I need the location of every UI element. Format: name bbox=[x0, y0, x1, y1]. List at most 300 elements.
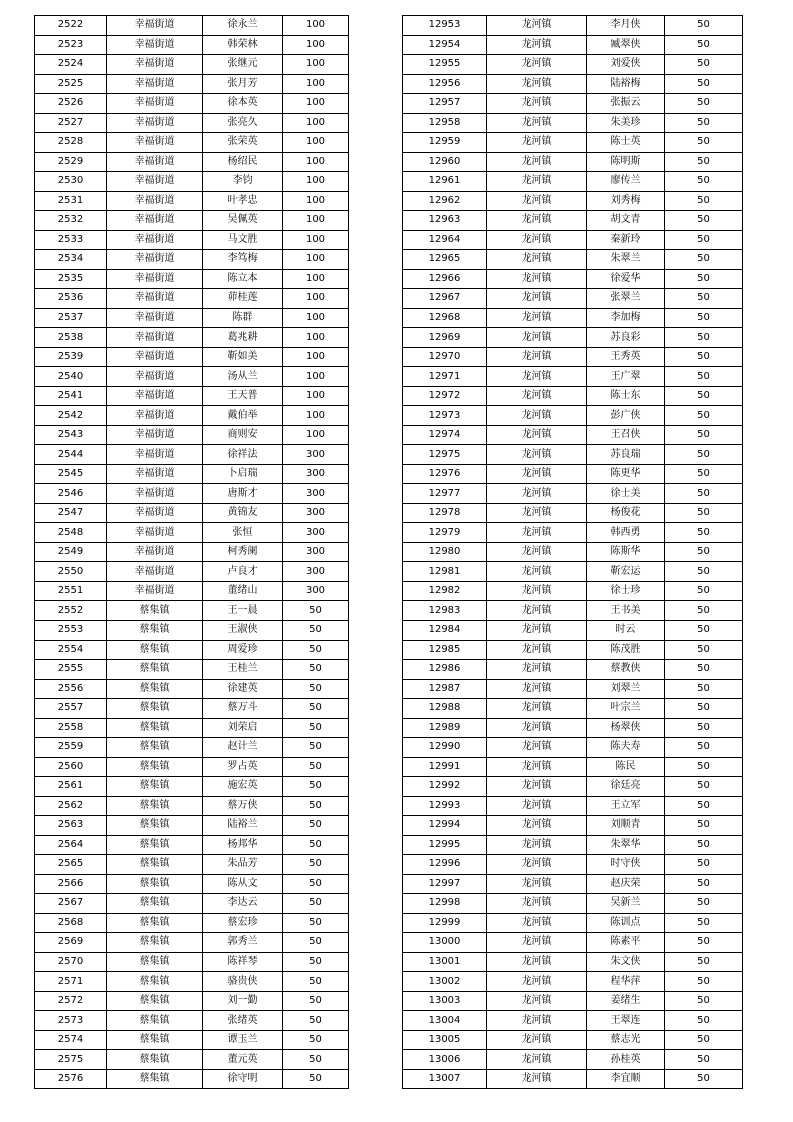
town-cell: 龙河镇 bbox=[487, 289, 587, 309]
town-cell: 幸福街道 bbox=[107, 152, 203, 172]
serial-number-cell: 12974 bbox=[403, 425, 487, 445]
name-cell: 张恒 bbox=[203, 523, 283, 543]
table-row bbox=[403, 406, 743, 426]
name-cell: 陈夫寿 bbox=[587, 738, 665, 758]
town-cell: 幸福街道 bbox=[107, 425, 203, 445]
name-cell: 施宏英 bbox=[203, 777, 283, 797]
amount-cell: 50 bbox=[665, 991, 743, 1011]
serial-number-cell: 2557 bbox=[35, 699, 107, 719]
table-row bbox=[403, 503, 743, 523]
table-row bbox=[403, 796, 743, 816]
amount-cell: 50 bbox=[283, 640, 349, 660]
town-cell: 龙河镇 bbox=[487, 484, 587, 504]
serial-number-cell: 12998 bbox=[403, 894, 487, 914]
serial-number-cell: 12969 bbox=[403, 328, 487, 348]
serial-number-cell: 2567 bbox=[35, 894, 107, 914]
name-cell: 李笃梅 bbox=[203, 250, 283, 270]
table-row bbox=[35, 503, 349, 523]
town-cell: 蔡集镇 bbox=[107, 757, 203, 777]
table-row bbox=[35, 230, 349, 250]
serial-number-cell: 2523 bbox=[35, 35, 107, 55]
table-row bbox=[35, 1011, 349, 1031]
serial-number-cell: 13006 bbox=[403, 1050, 487, 1070]
town-cell: 蔡集镇 bbox=[107, 777, 203, 797]
town-cell: 蔡集镇 bbox=[107, 991, 203, 1011]
amount-cell: 50 bbox=[283, 699, 349, 719]
table-row bbox=[35, 972, 349, 992]
amount-cell: 50 bbox=[665, 699, 743, 719]
name-cell: 李加梅 bbox=[587, 308, 665, 328]
right-table bbox=[402, 15, 743, 1089]
name-cell: 王一晨 bbox=[203, 601, 283, 621]
name-cell: 杨绍民 bbox=[203, 152, 283, 172]
amount-cell: 100 bbox=[283, 152, 349, 172]
town-cell: 龙河镇 bbox=[487, 991, 587, 1011]
town-cell: 龙河镇 bbox=[487, 55, 587, 75]
town-cell: 幸福街道 bbox=[107, 35, 203, 55]
name-cell: 蔡宏珍 bbox=[203, 913, 283, 933]
town-cell: 幸福街道 bbox=[107, 484, 203, 504]
amount-cell: 100 bbox=[283, 308, 349, 328]
amount-cell: 50 bbox=[665, 250, 743, 270]
town-cell: 蔡集镇 bbox=[107, 601, 203, 621]
amount-cell: 50 bbox=[665, 386, 743, 406]
town-cell: 蔡集镇 bbox=[107, 952, 203, 972]
table-row bbox=[403, 894, 743, 914]
name-cell: 谭玉兰 bbox=[203, 1030, 283, 1050]
amount-cell: 50 bbox=[665, 328, 743, 348]
serial-number-cell: 2553 bbox=[35, 620, 107, 640]
serial-number-cell: 2544 bbox=[35, 445, 107, 465]
town-cell: 幸福街道 bbox=[107, 503, 203, 523]
town-cell: 蔡集镇 bbox=[107, 1030, 203, 1050]
name-cell: 叶孝忠 bbox=[203, 191, 283, 211]
amount-cell: 50 bbox=[283, 816, 349, 836]
town-cell: 龙河镇 bbox=[487, 191, 587, 211]
name-cell: 马文胜 bbox=[203, 230, 283, 250]
town-cell: 龙河镇 bbox=[487, 738, 587, 758]
name-cell: 陈士东 bbox=[587, 386, 665, 406]
name-cell: 蔡万侠 bbox=[203, 796, 283, 816]
amount-cell: 50 bbox=[283, 718, 349, 738]
serial-number-cell: 2575 bbox=[35, 1050, 107, 1070]
name-cell: 张月芳 bbox=[203, 74, 283, 94]
serial-number-cell: 12968 bbox=[403, 308, 487, 328]
serial-number-cell: 2543 bbox=[35, 425, 107, 445]
name-cell: 陈训点 bbox=[587, 913, 665, 933]
serial-number-cell: 2561 bbox=[35, 777, 107, 797]
serial-number-cell: 2522 bbox=[35, 16, 107, 36]
table-row bbox=[35, 660, 349, 680]
amount-cell: 50 bbox=[665, 542, 743, 562]
town-cell: 幸福街道 bbox=[107, 523, 203, 543]
town-cell: 龙河镇 bbox=[487, 347, 587, 367]
amount-cell: 50 bbox=[283, 660, 349, 680]
serial-number-cell: 12966 bbox=[403, 269, 487, 289]
table-row bbox=[403, 913, 743, 933]
name-cell: 朱翠华 bbox=[587, 835, 665, 855]
name-cell: 卢良才 bbox=[203, 562, 283, 582]
serial-number-cell: 2573 bbox=[35, 1011, 107, 1031]
name-cell: 骆贵侠 bbox=[203, 972, 283, 992]
amount-cell: 50 bbox=[665, 874, 743, 894]
serial-number-cell: 12964 bbox=[403, 230, 487, 250]
table-row bbox=[403, 777, 743, 797]
table-row bbox=[403, 952, 743, 972]
table-row bbox=[403, 425, 743, 445]
table-row bbox=[35, 16, 349, 36]
name-cell: 靳如美 bbox=[203, 347, 283, 367]
serial-number-cell: 12961 bbox=[403, 172, 487, 192]
serial-number-cell: 12992 bbox=[403, 777, 487, 797]
amount-cell: 300 bbox=[283, 445, 349, 465]
town-cell: 龙河镇 bbox=[487, 933, 587, 953]
serial-number-cell: 13000 bbox=[403, 933, 487, 953]
amount-cell: 50 bbox=[665, 718, 743, 738]
serial-number-cell: 12970 bbox=[403, 347, 487, 367]
name-cell: 朱美珍 bbox=[587, 113, 665, 133]
amount-cell: 50 bbox=[665, 406, 743, 426]
town-cell: 龙河镇 bbox=[487, 757, 587, 777]
town-cell: 幸福街道 bbox=[107, 464, 203, 484]
table-row bbox=[35, 523, 349, 543]
name-cell: 韩荣林 bbox=[203, 35, 283, 55]
table-row bbox=[403, 55, 743, 75]
table-row bbox=[403, 211, 743, 231]
amount-cell: 100 bbox=[283, 406, 349, 426]
serial-number-cell: 12973 bbox=[403, 406, 487, 426]
town-cell: 龙河镇 bbox=[487, 816, 587, 836]
serial-number-cell: 2549 bbox=[35, 542, 107, 562]
table-row bbox=[403, 269, 743, 289]
name-cell: 陈素平 bbox=[587, 933, 665, 953]
name-cell: 刘翠兰 bbox=[587, 679, 665, 699]
name-cell: 王广翠 bbox=[587, 367, 665, 387]
town-cell: 幸福街道 bbox=[107, 94, 203, 114]
town-cell: 龙河镇 bbox=[487, 972, 587, 992]
name-cell: 商则安 bbox=[203, 425, 283, 445]
name-cell: 罗占英 bbox=[203, 757, 283, 777]
table-row bbox=[35, 1069, 349, 1089]
table-row bbox=[403, 718, 743, 738]
amount-cell: 50 bbox=[665, 211, 743, 231]
name-cell: 时云 bbox=[587, 620, 665, 640]
amount-cell: 50 bbox=[665, 230, 743, 250]
table-row bbox=[35, 191, 349, 211]
table-row bbox=[403, 191, 743, 211]
table-row bbox=[35, 874, 349, 894]
amount-cell: 50 bbox=[665, 289, 743, 309]
town-cell: 龙河镇 bbox=[487, 74, 587, 94]
town-cell: 蔡集镇 bbox=[107, 1011, 203, 1031]
town-cell: 龙河镇 bbox=[487, 777, 587, 797]
town-cell: 龙河镇 bbox=[487, 211, 587, 231]
town-cell: 幸福街道 bbox=[107, 581, 203, 601]
amount-cell: 50 bbox=[283, 1011, 349, 1031]
table-row bbox=[403, 542, 743, 562]
serial-number-cell: 2534 bbox=[35, 250, 107, 270]
town-cell: 龙河镇 bbox=[487, 855, 587, 875]
amount-cell: 50 bbox=[665, 55, 743, 75]
serial-number-cell: 2532 bbox=[35, 211, 107, 231]
name-cell: 王书美 bbox=[587, 601, 665, 621]
name-cell: 徐士美 bbox=[587, 484, 665, 504]
serial-number-cell: 12982 bbox=[403, 581, 487, 601]
name-cell: 陈斯华 bbox=[587, 542, 665, 562]
town-cell: 蔡集镇 bbox=[107, 1050, 203, 1070]
amount-cell: 100 bbox=[283, 367, 349, 387]
table-row bbox=[35, 991, 349, 1011]
name-cell: 徐祥法 bbox=[203, 445, 283, 465]
amount-cell: 50 bbox=[665, 425, 743, 445]
amount-cell: 50 bbox=[665, 562, 743, 582]
table-row bbox=[35, 952, 349, 972]
town-cell: 幸福街道 bbox=[107, 308, 203, 328]
serial-number-cell: 12972 bbox=[403, 386, 487, 406]
amount-cell: 50 bbox=[665, 269, 743, 289]
amount-cell: 100 bbox=[283, 386, 349, 406]
serial-number-cell: 2576 bbox=[35, 1069, 107, 1089]
serial-number-cell: 13001 bbox=[403, 952, 487, 972]
serial-number-cell: 12959 bbox=[403, 133, 487, 153]
amount-cell: 50 bbox=[665, 1069, 743, 1089]
serial-number-cell: 12983 bbox=[403, 601, 487, 621]
serial-number-cell: 2555 bbox=[35, 660, 107, 680]
amount-cell: 50 bbox=[283, 796, 349, 816]
table-row bbox=[403, 855, 743, 875]
serial-number-cell: 13005 bbox=[403, 1030, 487, 1050]
amount-cell: 300 bbox=[283, 503, 349, 523]
name-cell: 陈士英 bbox=[587, 133, 665, 153]
name-cell: 秦新玲 bbox=[587, 230, 665, 250]
table-row bbox=[403, 933, 743, 953]
town-cell: 幸福街道 bbox=[107, 269, 203, 289]
town-cell: 龙河镇 bbox=[487, 835, 587, 855]
name-cell: 柯秀阑 bbox=[203, 542, 283, 562]
town-cell: 幸福街道 bbox=[107, 328, 203, 348]
serial-number-cell: 2529 bbox=[35, 152, 107, 172]
amount-cell: 300 bbox=[283, 542, 349, 562]
amount-cell: 100 bbox=[283, 328, 349, 348]
table-row bbox=[403, 328, 743, 348]
amount-cell: 50 bbox=[665, 777, 743, 797]
town-cell: 龙河镇 bbox=[487, 562, 587, 582]
amount-cell: 100 bbox=[283, 250, 349, 270]
serial-number-cell: 12976 bbox=[403, 464, 487, 484]
table-row bbox=[403, 660, 743, 680]
town-cell: 蔡集镇 bbox=[107, 738, 203, 758]
left-table bbox=[34, 15, 349, 1089]
name-cell: 臧翠侠 bbox=[587, 35, 665, 55]
town-cell: 幸福街道 bbox=[107, 55, 203, 75]
amount-cell: 50 bbox=[665, 640, 743, 660]
serial-number-cell: 2541 bbox=[35, 386, 107, 406]
serial-number-cell: 12977 bbox=[403, 484, 487, 504]
name-cell: 朱品芳 bbox=[203, 855, 283, 875]
name-cell: 陈民 bbox=[587, 757, 665, 777]
table-row bbox=[35, 1050, 349, 1070]
amount-cell: 50 bbox=[665, 1011, 743, 1031]
serial-number-cell: 12960 bbox=[403, 152, 487, 172]
serial-number-cell: 12986 bbox=[403, 660, 487, 680]
table-row bbox=[403, 679, 743, 699]
town-cell: 龙河镇 bbox=[487, 699, 587, 719]
name-cell: 苏良彩 bbox=[587, 328, 665, 348]
table-row bbox=[403, 133, 743, 153]
serial-number-cell: 2563 bbox=[35, 816, 107, 836]
serial-number-cell: 12955 bbox=[403, 55, 487, 75]
town-cell: 幸福街道 bbox=[107, 16, 203, 36]
amount-cell: 50 bbox=[665, 660, 743, 680]
amount-cell: 100 bbox=[283, 74, 349, 94]
serial-number-cell: 13004 bbox=[403, 1011, 487, 1031]
name-cell: 廖传兰 bbox=[587, 172, 665, 192]
town-cell: 龙河镇 bbox=[487, 1050, 587, 1070]
name-cell: 李钧 bbox=[203, 172, 283, 192]
table-row bbox=[35, 484, 349, 504]
town-cell: 龙河镇 bbox=[487, 250, 587, 270]
name-cell: 周爱珍 bbox=[203, 640, 283, 660]
town-cell: 龙河镇 bbox=[487, 1069, 587, 1089]
town-cell: 蔡集镇 bbox=[107, 816, 203, 836]
amount-cell: 100 bbox=[283, 347, 349, 367]
table-row bbox=[35, 308, 349, 328]
town-cell: 幸福街道 bbox=[107, 289, 203, 309]
serial-number-cell: 2559 bbox=[35, 738, 107, 758]
name-cell: 王淑侠 bbox=[203, 620, 283, 640]
table-row bbox=[403, 152, 743, 172]
amount-cell: 100 bbox=[283, 269, 349, 289]
town-cell: 蔡集镇 bbox=[107, 796, 203, 816]
amount-cell: 100 bbox=[283, 191, 349, 211]
table-row bbox=[403, 35, 743, 55]
serial-number-cell: 12997 bbox=[403, 874, 487, 894]
name-cell: 杨翠侠 bbox=[587, 718, 665, 738]
amount-cell: 50 bbox=[665, 74, 743, 94]
serial-number-cell: 12958 bbox=[403, 113, 487, 133]
serial-number-cell: 12994 bbox=[403, 816, 487, 836]
serial-number-cell: 12993 bbox=[403, 796, 487, 816]
serial-number-cell: 13002 bbox=[403, 972, 487, 992]
amount-cell: 300 bbox=[283, 484, 349, 504]
town-cell: 蔡集镇 bbox=[107, 699, 203, 719]
serial-number-cell: 12962 bbox=[403, 191, 487, 211]
town-cell: 龙河镇 bbox=[487, 679, 587, 699]
serial-number-cell: 12987 bbox=[403, 679, 487, 699]
name-cell: 徐永兰 bbox=[203, 16, 283, 36]
serial-number-cell: 2547 bbox=[35, 503, 107, 523]
serial-number-cell: 2537 bbox=[35, 308, 107, 328]
table-row bbox=[403, 1050, 743, 1070]
name-cell: 戴伯举 bbox=[203, 406, 283, 426]
name-cell: 徐守明 bbox=[203, 1069, 283, 1089]
town-cell: 龙河镇 bbox=[487, 35, 587, 55]
serial-number-cell: 2536 bbox=[35, 289, 107, 309]
serial-number-cell: 12965 bbox=[403, 250, 487, 270]
amount-cell: 300 bbox=[283, 562, 349, 582]
serial-number-cell: 12980 bbox=[403, 542, 487, 562]
town-cell: 幸福街道 bbox=[107, 367, 203, 387]
name-cell: 王召侠 bbox=[587, 425, 665, 445]
amount-cell: 50 bbox=[665, 679, 743, 699]
right-table-body bbox=[403, 16, 743, 1089]
serial-number-cell: 2542 bbox=[35, 406, 107, 426]
town-cell: 蔡集镇 bbox=[107, 1069, 203, 1089]
name-cell: 王桂兰 bbox=[203, 660, 283, 680]
table-row bbox=[35, 620, 349, 640]
town-cell: 蔡集镇 bbox=[107, 913, 203, 933]
amount-cell: 100 bbox=[283, 425, 349, 445]
table-row bbox=[35, 640, 349, 660]
name-cell: 张绪英 bbox=[203, 1011, 283, 1031]
table-row bbox=[403, 464, 743, 484]
amount-cell: 100 bbox=[283, 35, 349, 55]
table-row bbox=[403, 484, 743, 504]
amount-cell: 100 bbox=[283, 16, 349, 36]
table-row bbox=[403, 230, 743, 250]
town-cell: 幸福街道 bbox=[107, 133, 203, 153]
town-cell: 龙河镇 bbox=[487, 308, 587, 328]
amount-cell: 50 bbox=[665, 172, 743, 192]
name-cell: 陆裕梅 bbox=[587, 74, 665, 94]
name-cell: 郭秀兰 bbox=[203, 933, 283, 953]
amount-cell: 50 bbox=[283, 894, 349, 914]
serial-number-cell: 2554 bbox=[35, 640, 107, 660]
table-row bbox=[403, 16, 743, 36]
amount-cell: 50 bbox=[665, 308, 743, 328]
town-cell: 幸福街道 bbox=[107, 562, 203, 582]
name-cell: 李达云 bbox=[203, 894, 283, 914]
table-row bbox=[403, 445, 743, 465]
table-row bbox=[403, 620, 743, 640]
amount-cell: 50 bbox=[665, 972, 743, 992]
town-cell: 蔡集镇 bbox=[107, 640, 203, 660]
town-cell: 幸福街道 bbox=[107, 230, 203, 250]
name-cell: 张亮久 bbox=[203, 113, 283, 133]
name-cell: 葛兆耕 bbox=[203, 328, 283, 348]
town-cell: 龙河镇 bbox=[487, 328, 587, 348]
table-row bbox=[35, 406, 349, 426]
serial-number-cell: 12984 bbox=[403, 620, 487, 640]
serial-number-cell: 12956 bbox=[403, 74, 487, 94]
name-cell: 刘爱侠 bbox=[587, 55, 665, 75]
table-row bbox=[35, 55, 349, 75]
serial-number-cell: 2540 bbox=[35, 367, 107, 387]
table-row bbox=[35, 152, 349, 172]
serial-number-cell: 12996 bbox=[403, 855, 487, 875]
table-row bbox=[35, 328, 349, 348]
serial-number-cell: 2562 bbox=[35, 796, 107, 816]
name-cell: 王天普 bbox=[203, 386, 283, 406]
town-cell: 龙河镇 bbox=[487, 113, 587, 133]
amount-cell: 50 bbox=[665, 952, 743, 972]
table-row bbox=[403, 74, 743, 94]
name-cell: 刘荣启 bbox=[203, 718, 283, 738]
serial-number-cell: 2546 bbox=[35, 484, 107, 504]
name-cell: 叶宗兰 bbox=[587, 699, 665, 719]
town-cell: 蔡集镇 bbox=[107, 855, 203, 875]
amount-cell: 50 bbox=[665, 16, 743, 36]
serial-number-cell: 12988 bbox=[403, 699, 487, 719]
town-cell: 龙河镇 bbox=[487, 16, 587, 36]
serial-number-cell: 12971 bbox=[403, 367, 487, 387]
town-cell: 龙河镇 bbox=[487, 581, 587, 601]
name-cell: 徐士珍 bbox=[587, 581, 665, 601]
table-row bbox=[35, 386, 349, 406]
left-table-body bbox=[35, 16, 349, 1089]
serial-number-cell: 2527 bbox=[35, 113, 107, 133]
table-row bbox=[403, 835, 743, 855]
